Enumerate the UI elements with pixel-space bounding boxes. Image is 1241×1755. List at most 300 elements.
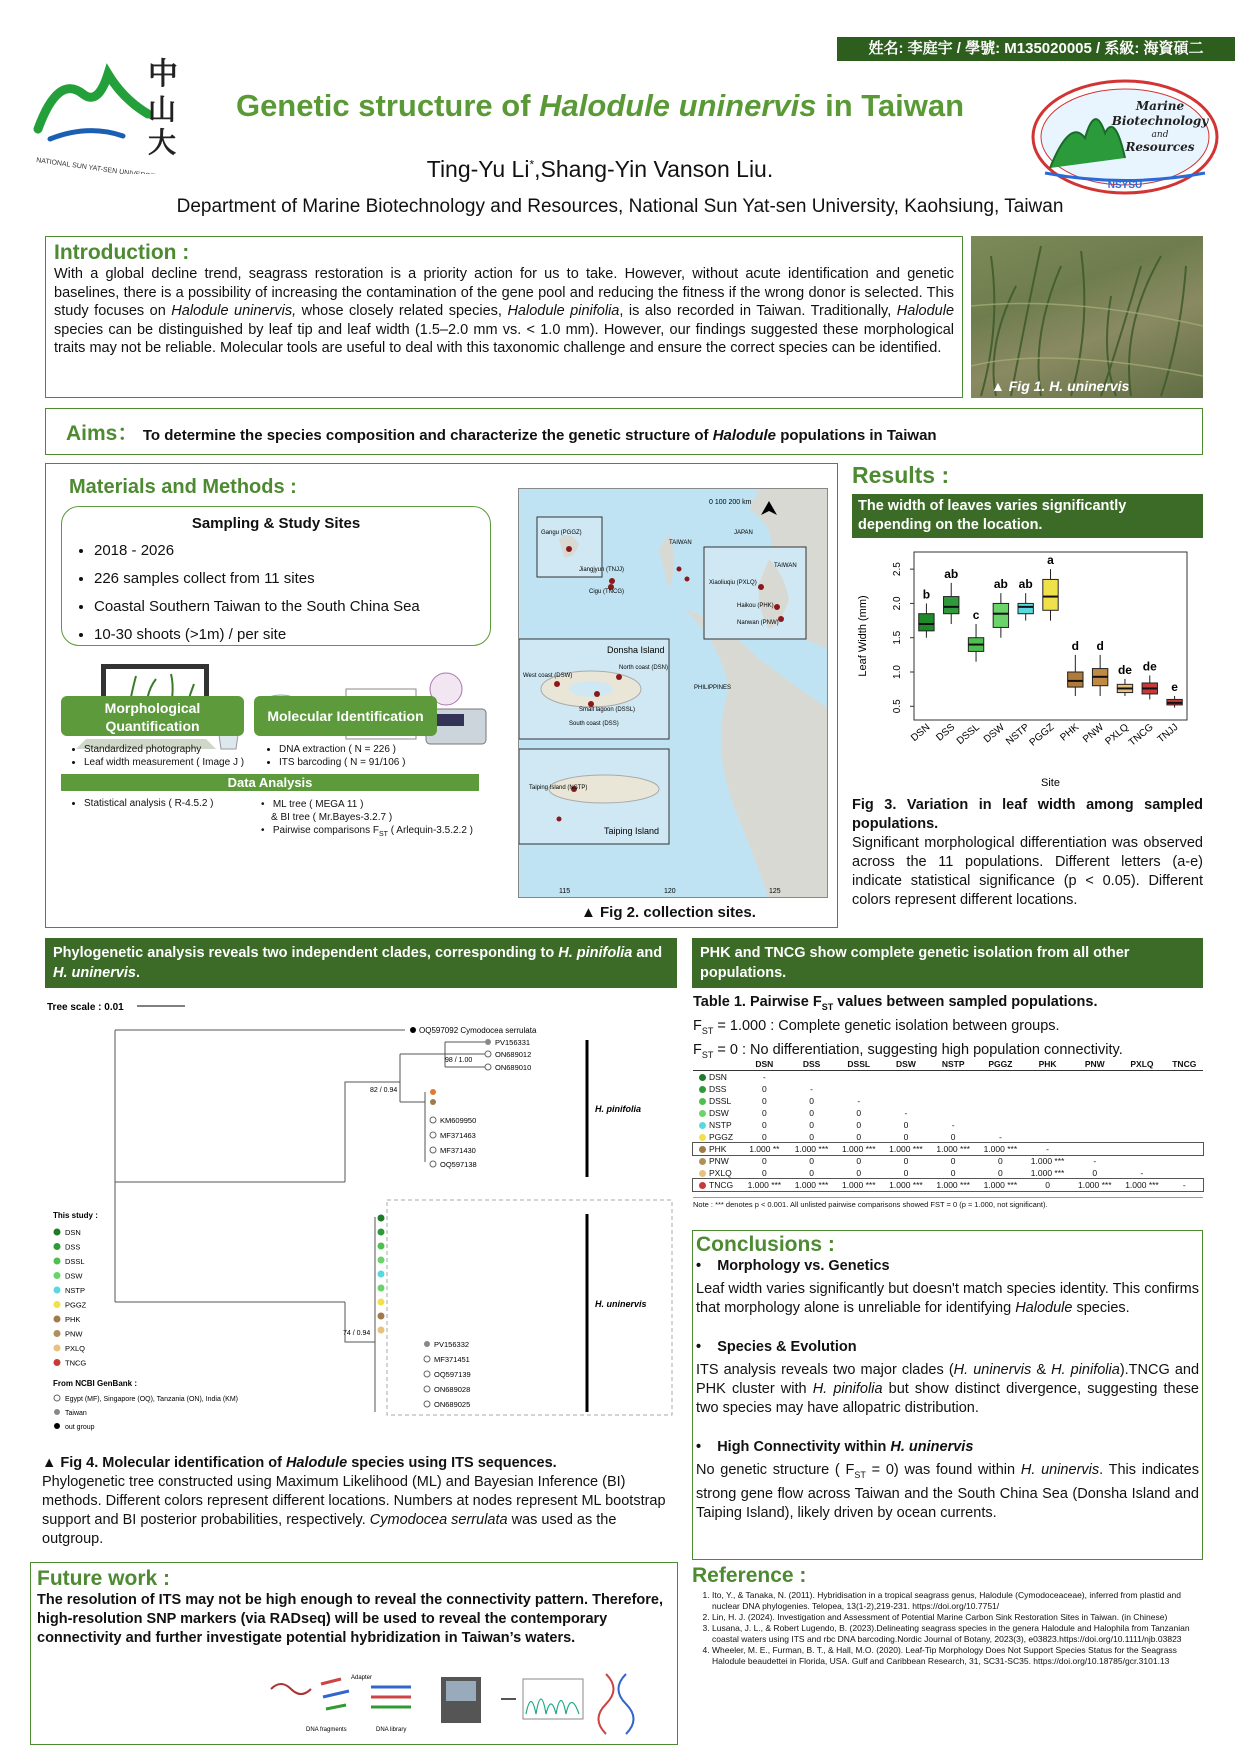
fst-cell: 0 (856, 1120, 862, 1130)
fst-cell: 0 (761, 1132, 767, 1142)
fig1-caption: ▲ Fig 1. H. uninervis (991, 378, 1130, 394)
affiliation: Department of Marine Biotechnology and Resources, National Sun Yat-sen University, Kaohsiung, Taiwan (176, 196, 1064, 217)
reference-item: 1. Ito, Y., & Tanaka, N. (2011). Hybridisation in a tropical seagrass genus, Halodule (Cymodoceaceae), inferred from plastid and nuclear DNA phylogenies. Telopea, 13(1-2),219-231. https://doi.org/10.7751/ (712, 1590, 1203, 1612)
box (1043, 579, 1058, 610)
legend-label: DSS (65, 1242, 81, 1252)
fst-cell (1024, 1131, 1071, 1143)
population-dot (699, 1074, 706, 1081)
svg-text:115: 115 (559, 888, 571, 895)
fst-cell (1071, 1083, 1118, 1095)
x-tick-label: NSTP (1004, 721, 1032, 748)
tip-dot (378, 1271, 385, 1278)
svg-text:NATIONAL SUN YAT-SEN UNIVERSIT: NATIONAL SUN YAT-SEN UNIVERSITY (35, 157, 162, 174)
results-banner: The width of leaves varies significantly depending on the location. (852, 494, 1203, 538)
fst-cell (1071, 1107, 1118, 1119)
svg-text:PHILIPPINES: PHILIPPINES (694, 685, 732, 691)
fst-cell (1166, 1107, 1203, 1119)
fst-cell: 1.000 *** (794, 1180, 829, 1190)
fst-cell: 0 (950, 1156, 956, 1166)
x-tick-label: PXLQ (1103, 721, 1131, 748)
table-row (693, 1083, 1203, 1095)
ml-tree-item: • ML tree ( MEGA 11 ) (261, 799, 364, 810)
x-tick-label: DSS (934, 721, 958, 744)
fst-cell: 1.000 *** (841, 1180, 876, 1190)
fst-row-label: DSSL (693, 1095, 741, 1107)
fst-cell (1118, 1083, 1165, 1095)
morph-item: • Leaf width measurement ( Image J ) (84, 757, 256, 768)
reference-item: 3. Lusana, J. L., & Robert Lugendo, B. (2023).Delineating seagrass species in the genera Halodule and Halophila from Tanzanian coastal waters using ITS and rbc DNA barcoding.Nordic Journal of Botany, 2023(3), e03823.https://doi.org/10.1111/njb.03823 (712, 1623, 1203, 1645)
legend-label: DSSL (65, 1257, 85, 1266)
svg-text:DNA fragments: DNA fragments (306, 1727, 347, 1733)
tip-dot (378, 1299, 385, 1306)
svg-text:Haikou (PHK): Haikou (PHK) (737, 603, 774, 609)
population-dot (699, 1134, 706, 1141)
fst-cell (1071, 1119, 1118, 1131)
conclusion-heading-3: • High Connectivity within H. uninervis (696, 1439, 974, 1455)
collection-sites-map (518, 488, 828, 898)
table1-title: Table 1. Pairwise $F_{ST}$ values between sampled populations. (693, 994, 1098, 1012)
fst-cell: - (951, 1120, 955, 1130)
fst-banner: PHK and TNCG show complete genetic isolation from all other populations. (692, 938, 1203, 988)
legend-dot (54, 1330, 61, 1337)
svg-text:Biotechnology: Biotechnology (1111, 114, 1209, 128)
fst-cell: 0 (809, 1096, 814, 1106)
fst-cell (1118, 1131, 1165, 1143)
svg-text:OQ597139: OQ597139 (434, 1370, 471, 1379)
fst-line-2: $F_{ST} = 0$ : No differentiation, suggesting high population connectivity. (693, 1041, 1123, 1060)
svg-text:H. uninervis: H. uninervis (595, 1299, 647, 1309)
svg-text:中: 中 (148, 57, 178, 92)
conclusion-text-3: No genetic structure ( $F_{ST} = 0$) was found within H. uninervis. This indicates strong gene flow across Taiwan and the South China Sea (Donsha Island and Taiping Island), likely driven by ocean currents. (696, 1462, 1199, 1521)
fst-column-header: NSTP (930, 1058, 977, 1071)
table-row (693, 1143, 1203, 1155)
conclusions-box (692, 1230, 1203, 1560)
fst-table (693, 1058, 1203, 1191)
fst-column-header: PNW (1071, 1058, 1118, 1071)
fst-cell: 1.000 *** (889, 1144, 923, 1154)
box (944, 597, 959, 614)
mol-item: • ITS barcoding ( N = 91/106 ) (279, 757, 451, 768)
svg-text:Cigu (TNCG): Cigu (TNCG) (589, 589, 625, 595)
fst-cell (1166, 1143, 1203, 1155)
poster-title: Genetic structure of Halodule uninervis in Taiwan (235, 88, 965, 123)
svg-text:74 / 0.94: 74 / 0.94 (343, 1330, 371, 1337)
svg-text:Egypt (MF), Singapore (OQ), Ta: Egypt (MF), Singapore (OQ), Tanzania (ON), India (KM) (65, 1396, 238, 1403)
fst-cell (835, 1071, 882, 1084)
population-dot (699, 1086, 706, 1093)
fst-cell (1024, 1095, 1071, 1107)
sampling-box (61, 506, 491, 646)
fst-table-container (693, 1058, 1203, 1209)
fst-cell (1118, 1119, 1165, 1131)
fst-cell: 0 (809, 1120, 814, 1130)
fst-cell: - (1140, 1168, 1144, 1178)
svg-text:山: 山 (148, 93, 177, 126)
y-tick-label: 1.5 (892, 630, 903, 645)
significance-letter: ab (1018, 577, 1033, 592)
svg-text:Donsha Island: Donsha Island (607, 645, 665, 655)
fst-cell (1166, 1095, 1203, 1107)
fst-cell (1118, 1095, 1165, 1107)
svg-text:82 / 0.94: 82 / 0.94 (370, 1087, 398, 1094)
svg-text:Xiaoliuqiu (PXLQ): Xiaoliuqiu (PXLQ) (709, 580, 757, 586)
fst-row-label: DSS (693, 1083, 741, 1095)
significance-letter: b (922, 587, 931, 602)
legend-dot (54, 1258, 61, 1265)
fst-cell (1166, 1083, 1203, 1095)
fst-cell: 0 (809, 1132, 814, 1142)
fst-cell: 0 (856, 1108, 862, 1118)
fst-cell (977, 1083, 1024, 1095)
fst-cell: 1.000 *** (889, 1180, 923, 1190)
fst-cell (1024, 1107, 1071, 1119)
significance-letter: ab (944, 566, 959, 581)
svg-text:Taiping Island (NSTP): Taiping Island (NSTP) (529, 785, 588, 791)
reference-item: 4. Wheeler, M. E., Furman, B. T., & Hall, M.O. (2020). Leaf-Tip Morphology Does Not Support Species Status for the Seagrass Halodule beaudettei in Florida, USA. Gulf and Caribbean Research, 31, SC31-SC35. https://doi.org/10.18785/gcr.3101.13 (712, 1645, 1203, 1667)
svg-text:From NCBI GenBank :: From NCBI GenBank : (53, 1379, 138, 1388)
fst-cell: - (1182, 1180, 1186, 1190)
fst-cell: 0 (856, 1156, 862, 1166)
fst-cell (977, 1107, 1024, 1119)
tip-dot (378, 1313, 385, 1320)
fst-cell: 0 (761, 1084, 767, 1094)
fst-cell (788, 1071, 835, 1084)
svg-text:MF371430: MF371430 (440, 1146, 476, 1155)
y-tick-label: 1.0 (892, 665, 903, 679)
fst-cell (882, 1095, 929, 1107)
fst-cell (1118, 1107, 1165, 1119)
fst-cell (1118, 1143, 1165, 1155)
fst-cell: 1.000 *** (983, 1180, 1018, 1190)
fst-cell: 1.000 *** (794, 1144, 829, 1154)
authors: Ting-Yu Li*,Shang-Yin Vanson Liu. (426, 156, 774, 182)
fst-column-header: DSSL (835, 1058, 882, 1071)
fst-cell (977, 1095, 1024, 1107)
fst-cell: - (1046, 1144, 1049, 1154)
fst-cell: 0 (761, 1108, 767, 1118)
data-analysis-label: Data Analysis (61, 774, 479, 791)
svg-text:120: 120 (664, 888, 676, 895)
x-tick-label: TNCG (1126, 721, 1156, 749)
table-row (693, 1119, 1203, 1131)
y-tick-label: 2.5 (892, 562, 903, 577)
introduction-box (45, 236, 963, 398)
svg-text:Small lagoon (DSSL): Small lagoon (DSSL) (579, 707, 636, 713)
fst-column-header: PGGZ (977, 1058, 1024, 1071)
fst-row-label: PXLQ (693, 1167, 741, 1179)
fst-cell: 0 (950, 1168, 956, 1178)
fst-cell: 1.000 *** (936, 1180, 970, 1190)
y-tick-label: 2.0 (892, 596, 903, 611)
svg-text:0 100 200 km: 0 100 200 km (709, 499, 752, 506)
pairwise-item: • Pairwise comparisons $F_{ST}$ ( Arlequin-3.5.2.2 ) (261, 825, 473, 838)
fst-cell: 0 (761, 1168, 767, 1178)
radseq-workflow-illustration (261, 1669, 671, 1741)
svg-text:Tree scale : 0.01: Tree scale : 0.01 (47, 1002, 124, 1013)
svg-text:NSYSU: NSYSU (1107, 180, 1143, 191)
svg-text:OQ597138: OQ597138 (440, 1160, 477, 1169)
fst-cell: 0 (1092, 1168, 1098, 1178)
fst-cell: - (857, 1096, 861, 1106)
introduction-heading: Introduction : (54, 241, 190, 264)
fst-cell (1166, 1071, 1203, 1084)
fst-column-header: PXLQ (1118, 1058, 1165, 1071)
svg-text:ON689028: ON689028 (434, 1385, 471, 1394)
significance-letter: de (1117, 662, 1132, 677)
stat-list (66, 798, 266, 811)
legend-dot (54, 1301, 61, 1308)
sampling-item: • Coastal Southern Taiwan to the South China Sea (94, 594, 476, 620)
legend-label: NSTP (65, 1286, 86, 1295)
fig3-text: Significant morphological differentiation was observed across the 11 populations. Different letters (a-e) indicate statistical significance (p < 0.05). Different colors represent different locations. (852, 835, 1203, 908)
fst-cell: 0 (761, 1120, 767, 1130)
fst-cell: 1.000 *** (1125, 1180, 1159, 1190)
fst-row-label: TNCG (693, 1179, 741, 1191)
legend-label: PHK (65, 1315, 81, 1324)
legend-dot (54, 1229, 61, 1236)
tip-dot (378, 1257, 385, 1264)
svg-text:Gangu (PGGZ): Gangu (PGGZ) (541, 530, 582, 536)
significance-letter: d (1096, 638, 1104, 653)
x-tick-label: PNW (1081, 721, 1107, 746)
fst-cell: 0 (903, 1120, 909, 1130)
svg-text:Jiangjyun (TNJJ): Jiangjyun (TNJJ) (579, 567, 625, 573)
fst-cell (1071, 1071, 1118, 1084)
box (1068, 672, 1083, 687)
methods-heading: Materials and Methods : (69, 476, 297, 498)
svg-text:TAIWAN: TAIWAN (774, 563, 797, 569)
significance-letter: c (972, 608, 980, 622)
fst-cell: 0 (856, 1132, 862, 1142)
svg-text:KM609950: KM609950 (440, 1116, 477, 1125)
reference-item: 2. Lin, H. J. (2024). Investigation and Assessment of Potential Marine Carbon Sink Restoration Sites in Taiwan. (in Chinese) (712, 1612, 1203, 1623)
svg-text:OQ597092 Cymodocea serrulata: OQ597092 Cymodocea serrulata (419, 1026, 537, 1035)
methods-box (45, 463, 838, 928)
legend-dot (54, 1243, 61, 1250)
fst-cell (1071, 1131, 1118, 1143)
table-row (693, 1095, 1203, 1107)
population-dot (699, 1146, 706, 1153)
legend-label: PGGZ (65, 1300, 87, 1310)
fst-cell (1118, 1155, 1165, 1167)
fig4-title: ▲ Fig 4. Molecular identification of Halodule species using ITS sequences. (42, 1455, 557, 1471)
fst-cell: 0 (856, 1168, 862, 1178)
population-dot (699, 1110, 706, 1117)
conclusion-heading-1: • Morphology vs. Genetics (696, 1258, 890, 1274)
reference-heading: Reference : (692, 1564, 807, 1587)
table-row (693, 1107, 1203, 1119)
fst-column-header: DSN (741, 1058, 788, 1071)
fst-row-label: DSW (693, 1107, 741, 1119)
fst-row-label: PGGZ (693, 1131, 741, 1143)
fst-cell: - (762, 1072, 766, 1082)
fst-cell: - (904, 1108, 908, 1118)
table-row (693, 1131, 1203, 1143)
fst-row-label: NSTP (693, 1119, 741, 1131)
significance-letter: de (1142, 659, 1157, 674)
sampling-item: • 10-30 shoots (>1m) / per site (94, 622, 476, 648)
fst-cell (882, 1083, 929, 1095)
svg-text:South coast (DSS): South coast (DSS) (569, 721, 619, 727)
svg-text:ON689012: ON689012 (495, 1050, 532, 1059)
tip-dot (378, 1327, 385, 1334)
svg-text:TAIWAN: TAIWAN (669, 540, 692, 546)
legend-label: DSW (65, 1271, 83, 1281)
fst-cell: 0 (761, 1156, 767, 1166)
fst-cell (1166, 1119, 1203, 1131)
population-dot (699, 1170, 706, 1177)
fst-cell: 0 (761, 1096, 767, 1106)
table-row (693, 1167, 1203, 1179)
fst-cell (1071, 1143, 1118, 1155)
fst-cell: - (810, 1084, 813, 1094)
fst-cell (1024, 1119, 1071, 1131)
svg-text:PV156332: PV156332 (434, 1340, 470, 1349)
bi-tree-item: & BI tree ( Mr.Bayes-3.2.7 ) (271, 812, 393, 823)
fig4-caption (42, 1454, 678, 1549)
population-dot (699, 1182, 706, 1189)
fst-cell: 0 (950, 1132, 956, 1142)
fst-column-header: DSS (788, 1058, 835, 1071)
x-tick-label: DSN (909, 721, 933, 744)
svg-text:125: 125 (769, 888, 781, 895)
future-work-box (30, 1562, 678, 1745)
table-row (693, 1071, 1203, 1084)
conclusion-text-1: Leaf width varies significantly but doesn't match species identity. This confirms that morphology alone is unreliable for identifying Halodule species. (696, 1281, 1199, 1316)
legend-label: DSN (65, 1228, 81, 1237)
population-dot (699, 1098, 706, 1105)
population-dot (699, 1158, 706, 1165)
fig4-text: Phylogenetic tree constructed using Maximum Likelihood (ML) and Bayesian Inference (BI) methods. Different colors represent different locations. Numbers at nodes represent ML bootstrap support and BI posterior probabilities, respectively. Cymodocea serrulata was used as the outgroup. (42, 1474, 666, 1547)
dept-logo (1030, 78, 1220, 196)
svg-text:Taiping Island: Taiping Island (604, 826, 660, 836)
phylo-methods-list (261, 798, 501, 841)
svg-text:MF371463: MF371463 (440, 1131, 476, 1140)
mol-item: • DNA extraction ( N = 226 ) (279, 744, 451, 755)
fst-cell (930, 1083, 977, 1095)
sampling-item: • 2018 - 2026 (94, 538, 476, 564)
box (1018, 603, 1033, 613)
fst-cell (882, 1071, 929, 1084)
fst-row-label: DSN (693, 1071, 741, 1084)
tip-dot (378, 1229, 385, 1236)
fst-cell (930, 1095, 977, 1107)
significance-letter: e (1171, 680, 1178, 694)
x-tick-label: TNJJ (1155, 721, 1181, 746)
box (919, 614, 934, 631)
legend-label: PXLQ (65, 1344, 86, 1353)
svg-text:H. pinifolia: H. pinifolia (595, 1104, 641, 1114)
fst-cell (1071, 1095, 1118, 1107)
y-tick-label: 0.5 (892, 699, 903, 714)
table-row (693, 1179, 1203, 1191)
box (993, 603, 1008, 627)
fst-row-label: PHK (693, 1143, 741, 1155)
nsysu-logo (28, 44, 203, 174)
svg-text:and: and (1151, 130, 1169, 140)
svg-text:Nanwan (PNW): Nanwan (PNW) (737, 620, 779, 626)
legend-dot (54, 1316, 61, 1323)
aims-box (45, 408, 1203, 455)
svg-text:out group: out group (65, 1424, 95, 1431)
aims-text: To determine the species composition and characterize the genetic structure of Halodule populations in Taiwan (142, 427, 937, 444)
significance-letter: d (1071, 638, 1079, 653)
morph-list (66, 744, 256, 770)
fst-line-1: $F_{ST} = 1.000$ : Complete genetic isolation between groups. (693, 1017, 1060, 1036)
leaf-width-chart (852, 542, 1203, 792)
tip-dot (378, 1215, 385, 1222)
fst-cell (977, 1071, 1024, 1084)
fst-cell: 0 (809, 1156, 814, 1166)
svg-text:98 / 1.00: 98 / 1.00 (445, 1057, 473, 1064)
svg-text:West coast (DSW): West coast (DSW) (523, 673, 573, 679)
x-tick-label: PGGZ (1027, 721, 1057, 749)
morphological-quantification-label: Morphological Quantification (61, 696, 244, 736)
future-work-heading: Future work : (37, 1567, 171, 1590)
x-tick-label: PHK (1058, 721, 1082, 744)
seagrass-photo (971, 236, 1203, 398)
legend-dot (54, 1345, 61, 1352)
fst-cell (930, 1071, 977, 1084)
tip-dot (378, 1243, 385, 1250)
fst-cell (835, 1083, 882, 1095)
fst-cell (1024, 1083, 1071, 1095)
fst-cell: 1.000 *** (1030, 1168, 1065, 1178)
fst-column-header: TNCG (1166, 1058, 1203, 1071)
fst-cell: - (1093, 1156, 1097, 1166)
svg-text:Resources: Resources (1125, 140, 1195, 154)
y-axis-label: Leaf Width (mm) (857, 595, 869, 677)
significance-letter: ab (993, 577, 1008, 592)
svg-text:DNA library: DNA library (376, 1727, 407, 1733)
results-heading: Results : (852, 462, 950, 488)
svg-text:ON689025: ON689025 (434, 1400, 471, 1409)
svg-text:North coast (DSN): North coast (DSN) (619, 665, 669, 671)
svg-text:PV156331: PV156331 (495, 1038, 531, 1047)
fst-column-header (693, 1058, 741, 1071)
fig3-caption (852, 796, 1203, 910)
student-badge: 姓名: 李庭宇 / 學號: M135020005 / 系級: 海資碩二 (837, 37, 1235, 61)
fst-cell: 0 (809, 1108, 814, 1118)
fig2-caption: ▲ Fig 2. collection sites. (581, 904, 756, 921)
fst-intro (693, 993, 1203, 1065)
fst-cell: 1.000 *** (841, 1144, 876, 1154)
fst-row-label: PNW (693, 1155, 741, 1167)
fst-cell (977, 1119, 1024, 1131)
mol-list (261, 744, 451, 770)
legend-dot (54, 1272, 61, 1279)
svg-text:Adapter: Adapter (351, 1675, 373, 1681)
morph-item: • Standardized photography (84, 744, 256, 755)
fst-cell (930, 1107, 977, 1119)
fst-cell: - (998, 1132, 1002, 1142)
aims-heading: Aims： (66, 422, 139, 445)
significance-letter: a (1047, 553, 1054, 568)
legend-dot (54, 1287, 61, 1294)
svg-text:MF371451: MF371451 (434, 1355, 470, 1364)
fst-cell: 0 (809, 1168, 814, 1178)
future-work-text: The resolution of ITS may not be high enough to reveal the connectivity pattern. Therefore, high-resolution SNP markers (via RADseq) will be used to reveal the contemporary connectivity and further investigate potential hybridization in Taiwan’s waters. (37, 1592, 663, 1646)
fst-cell: 0 (903, 1132, 909, 1142)
fst-cell: 1.000 *** (1077, 1180, 1112, 1190)
fst-cell: 0 (998, 1156, 1003, 1166)
sampling-title: Sampling & Study Sites (191, 515, 361, 532)
conclusions-heading: Conclusions : (696, 1233, 835, 1256)
svg-text:ON689010: ON689010 (495, 1063, 532, 1072)
fst-cell: 0 (903, 1168, 909, 1178)
fst-cell (1166, 1167, 1203, 1179)
phylo-banner: Phylogenetic analysis reveals two independent clades, corresponding to H. pinifolia and H. uninervis. (45, 938, 677, 988)
